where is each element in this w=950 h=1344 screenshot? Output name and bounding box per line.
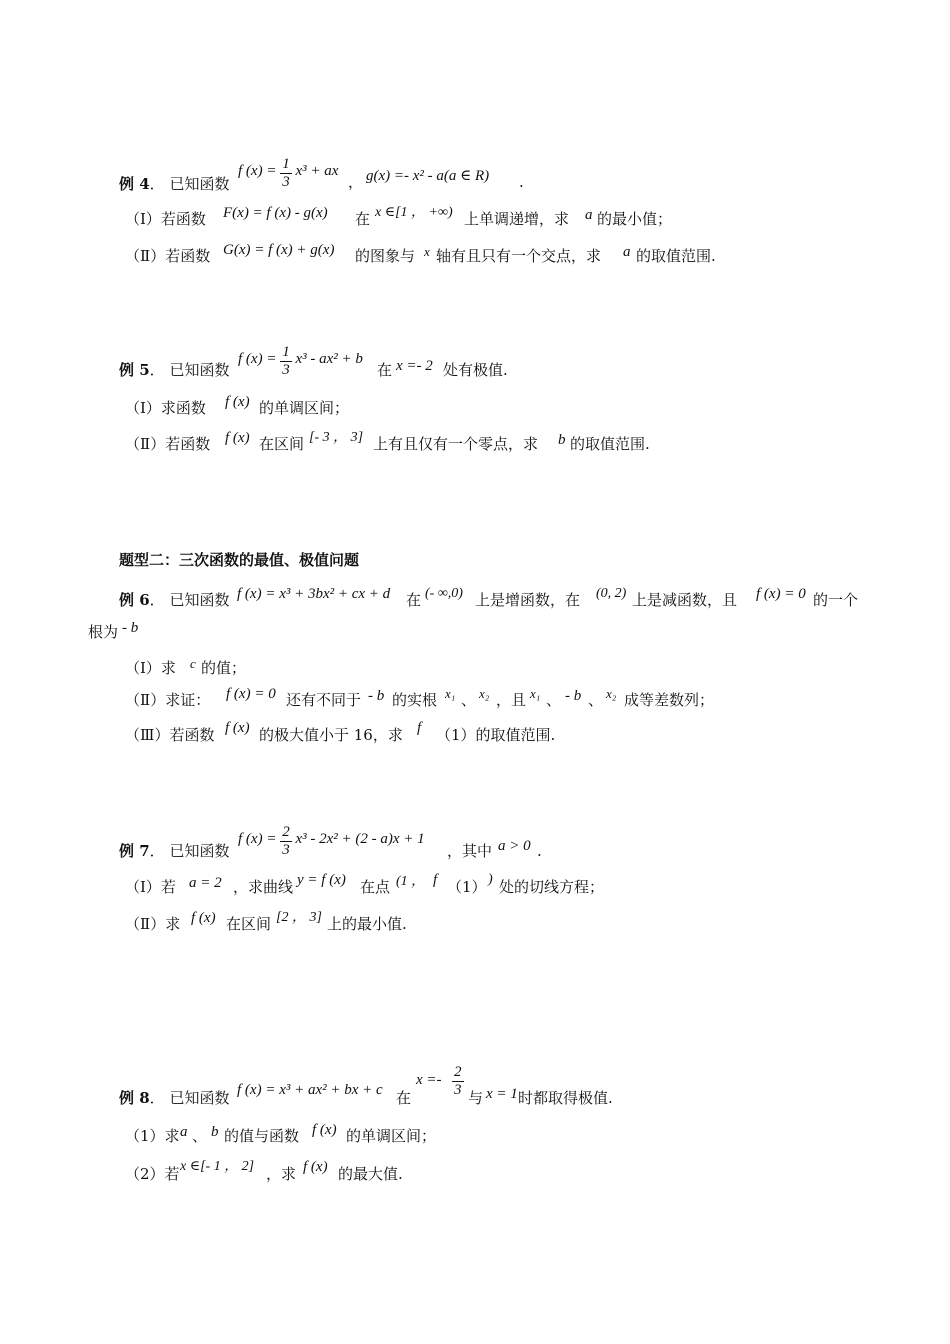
ex5-f-def: f (x) = $\frac{1}{3}$ x³ - ax² + b (238, 344, 363, 378)
section-title: 题型二：三次函数的最值、极值问题 (119, 551, 360, 569)
ex5-label: 例 5 (119, 361, 150, 379)
ex4-g-def: g(x) =- x² - a(a ∈ R) (366, 168, 490, 184)
ex7-label: 例 7 (119, 842, 150, 860)
ex6-label: 例 6 (119, 591, 150, 609)
ex4-intro: 已知函数 (169, 175, 230, 193)
ex4-label: 例 4 (119, 175, 150, 193)
ex8-label: 例 8 (119, 1089, 150, 1107)
ex4-f-def: f (x) = $\frac{1}{3}$ x³ + ax (238, 156, 339, 190)
